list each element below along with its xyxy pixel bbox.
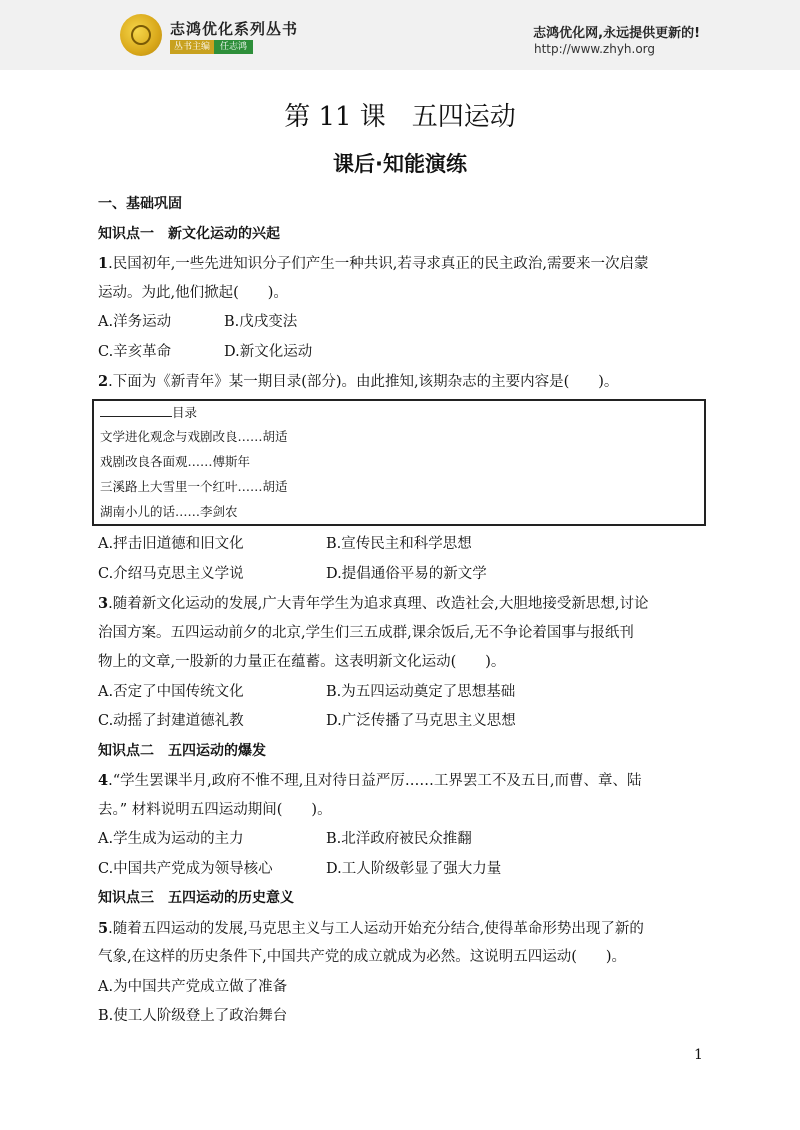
option-a[interactable]: A.为中国共产党成立做了准备 [98, 978, 288, 995]
question-text: 气象,在这样的历史条件下,中国共产党的成立就成为必然。这说明五四运动( )。 [98, 949, 627, 966]
toc-entry: 文学进化观念与戏剧改良……胡适 [100, 429, 288, 445]
question-number: 3 [98, 595, 109, 613]
editor-tag-name: 任志鸿 [214, 40, 253, 54]
question-text: .民国初年,一些先进知识分子们产生一种共识,若寻求真正的民主政治,需要来一次启蒙 [108, 256, 649, 272]
option-a[interactable]: A.学生成为运动的主力 [98, 831, 244, 848]
question-text: 治国方案。五四运动前夕的北京,学生们三五成群,课余饭后,无不争论着国事与报纸刊 [98, 624, 634, 641]
page-number: 1 [694, 1047, 703, 1063]
question-text: .“学生罢课半月,政府不惟不理,且对待日益严厉……工界罢工不及五日,而曹、章、陆 [108, 773, 642, 790]
options-row [98, 825, 712, 855]
option-c[interactable]: C.动摇了封建道德礼教 [98, 713, 244, 730]
question-1 [98, 249, 712, 279]
options-row [98, 308, 712, 338]
site-slogan: 志鸿优化网,永远提供更新的! [533, 26, 700, 41]
publisher-logo-icon [120, 14, 162, 56]
options-row [98, 530, 712, 560]
options-row [98, 560, 712, 590]
knowledge-point-heading: 知识点三 五四运动的历史意义 [98, 890, 294, 907]
options-row [98, 678, 712, 708]
options-row [98, 338, 712, 368]
blank-line [100, 402, 172, 417]
question-text: .随着新文化运动的发展,广大青年学生为追求真理、改造社会,大胆地接受新思想,讨论 [108, 596, 649, 613]
option-b[interactable]: B.使工人阶级登上了政治舞台 [98, 1008, 288, 1025]
option-a[interactable]: A.否定了中国传统文化 [98, 683, 244, 700]
question-text: .随着五四运动的发展,马克思主义与工人运动开始充分结合,使得革命形势出现了新的 [108, 920, 644, 937]
editor-tags [170, 40, 253, 54]
option-b[interactable]: B.宣传民主和科学思想 [326, 536, 472, 553]
toc-entry: 湖南小儿的话……李剑农 [100, 503, 238, 519]
option-a[interactable]: A.抨击旧道德和旧文化 [98, 536, 244, 553]
question-text: 物上的文章,一股新的力量正在蕴蓄。这表明新文化运动( )。 [98, 654, 506, 671]
options-row [98, 855, 712, 885]
exercise-content [98, 190, 712, 1032]
toc-entry: 三溪路上大雪里一个红叶……胡适 [100, 478, 288, 494]
lesson-title: 第 11 课 五四运动 [284, 102, 516, 132]
options-row [98, 707, 712, 737]
question-number: 2 [98, 373, 109, 390]
option-b[interactable]: B.北洋政府被民众推翻 [326, 831, 472, 848]
knowledge-point-heading: 知识点二 五四运动的爆发 [98, 742, 266, 759]
question-3 [98, 589, 712, 619]
option-c[interactable]: C.中国共产党成为领导核心 [98, 860, 273, 877]
question-text: .下面为《新青年》某一期目录(部分)。由此推知,该期杂志的主要内容是( )。 [108, 374, 619, 390]
option-d[interactable]: D.提倡通俗平易的新文学 [326, 565, 487, 582]
section-subtitle: 课后·知能演练 [333, 152, 467, 176]
option-c[interactable]: C.介绍马克思主义学说 [98, 565, 244, 582]
toc-entry: 戏剧改良各面观……傅斯年 [100, 454, 251, 470]
site-url: http://www.zhyh.org [534, 42, 656, 56]
option-c[interactable]: C.辛亥革命 [98, 343, 172, 360]
option-a[interactable]: A.洋务运动 [98, 314, 172, 330]
editor-tag-label: 丛书主编 [170, 40, 214, 54]
knowledge-point-heading: 知识点一 新文化运动的兴起 [98, 225, 280, 242]
table-of-contents-box [92, 399, 706, 527]
question-text: 运动。为此,他们掀起( )。 [98, 284, 288, 301]
series-title: 志鸿优化系列丛书 [170, 20, 299, 38]
question-number: 1 [98, 255, 109, 272]
option-b[interactable]: B.戊戌变法 [224, 314, 298, 330]
question-number: 4 [98, 772, 109, 790]
question-text: 去。” 材料说明五四运动期间( )。 [98, 801, 332, 818]
option-d[interactable]: D.工人阶级彰显了强大力量 [326, 860, 502, 877]
option-d[interactable]: D.新文化运动 [224, 343, 313, 360]
option-d[interactable]: D.广泛传播了马克思主义思想 [326, 713, 516, 730]
question-number: 5 [98, 919, 109, 937]
question-2 [98, 367, 712, 397]
option-b[interactable]: B.为五四运动奠定了思想基础 [326, 683, 516, 700]
question-5 [98, 914, 712, 944]
section-heading: 一、基础巩固 [98, 196, 182, 212]
toc-title-line [100, 401, 704, 426]
question-4 [98, 766, 712, 796]
toc-title: 目录 [172, 404, 198, 420]
page-header [0, 0, 800, 70]
